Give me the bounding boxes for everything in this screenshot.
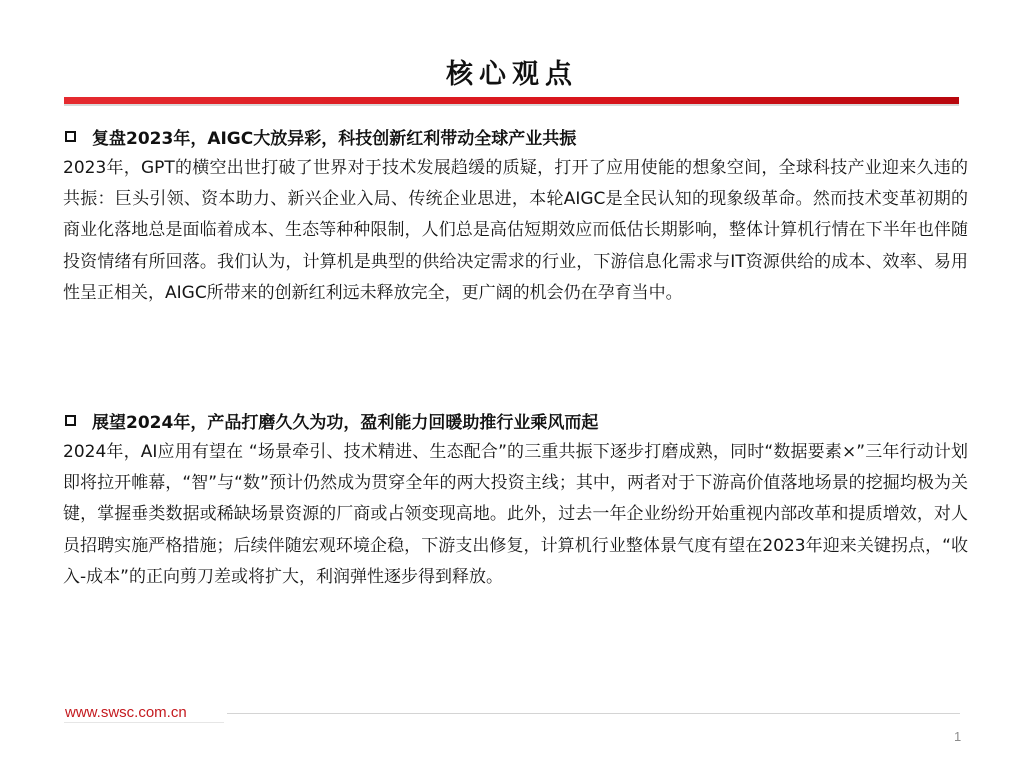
- section-heading: [63, 121, 968, 151]
- section-paragraph: 2023年，GPT的横空出世打破了世界对于技术发展趋缓的质疑，打开了应用使能的想象空间，全球科技产业迎来久违的共振：巨头引领、资本助力、新兴企业入局、传统企业思进，本轮AIGC是全民认知的现象级革命。然而技术变革初期的商业化落地总是面临着成本、生态等种种限制，人们总是高估短期效应而低估长期影响，整体计算机行情在下半年也伴随投资情绪有所回落。我们认为，计算机是典型的供给决定需求的行业，下游信息化需求与IT资源供给的成本、效率、易用性呈正相关，AIGC所带来的创新红利远未释放完全，更广阔的机会仍在孕育当中。: [63, 158, 968, 303]
- section-review-2023: [63, 121, 968, 309]
- footer-website-link[interactable]: www.swsc.com.cn: [65, 704, 187, 721]
- section-heading: [63, 405, 968, 435]
- section-heading-text: 复盘2023年，AIGC大放异彩，科技创新红利带动全球产业共振: [92, 128, 577, 149]
- checkbox-icon: [65, 415, 76, 426]
- checkbox-icon: [65, 131, 76, 142]
- title-underline-shadow: [64, 104, 959, 106]
- section-heading-text: 展望2024年，产品打磨久久为功，盈利能力回暖助推行业乘风而起: [92, 412, 599, 433]
- page-number: 1: [954, 729, 962, 744]
- section-outlook-2024: [63, 405, 968, 593]
- footer-divider: [227, 713, 960, 714]
- title-underline-bar: [64, 97, 959, 104]
- page-title: 核心观点: [446, 59, 578, 90]
- footer-divider-left: [64, 722, 224, 723]
- section-paragraph: 2024年，AI应用有望在 “场景牵引、技术精进、生态配合”的三重共振下逐步打磨成熟，同时“数据要素×”三年行动计划即将拉开帷幕，“智”与“数”预计仍然成为贯穿全年的两大投资主线；其中，两者对于下游高价值落地场景的挖掘均极为关键，掌握垂类数据或稀缺场景资源的厂商或占领变现高地。此外，过去一年企业纷纷开始重视内部改革和提质增效，对人员招聘实施严格措施；后续伴随宏观环境企稳，下游支出修复，计算机行业整体景气度有望在2023年迎来关键拐点，“收入-成本”的正向剪刀差或将扩大，利润弹性逐步得到释放。: [63, 442, 968, 587]
